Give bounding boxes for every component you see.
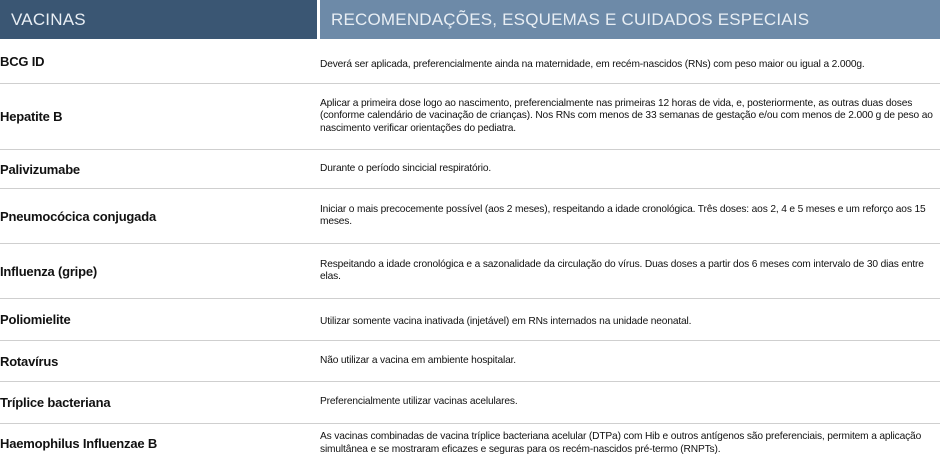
table-row [0, 39, 940, 84]
vaccine-description: Durante o período sincicial respiratório. [320, 162, 492, 174]
table-row [0, 244, 940, 299]
vaccine-description: Deverá ser aplicada, preferencialmente ainda na maternidade, em recém-nascidos (RNs) com peso maior ou igual a 2.000g. [320, 58, 865, 70]
vaccine-description: Preferencialmente utilizar vacinas acelulares. [320, 396, 518, 408]
header-vacinas: VACINAS [0, 0, 317, 39]
vaccine-description: Aplicar a primeira dose logo ao nascimento, preferencialmente nas primeiras 12 horas de vida, e, posteriormente, as outras duas doses (conforme calendário de vacinação de crianças). Nos RNs com menos de 33 semanas de gestação e/ou com menos de 2.000 g de peso ao nascimento verificar orientações do pediatra. [320, 97, 933, 134]
vaccine-name: Rotavírus [0, 353, 59, 369]
vaccine-description: Não utilizar a vacina em ambiente hospitalar. [320, 354, 516, 366]
table-row [0, 424, 940, 463]
table-row [0, 84, 940, 150]
table-row [0, 299, 940, 341]
vaccine-name: BCG ID [0, 54, 45, 69]
vaccine-description: As vacinas combinadas de vacina tríplice bacteriana acelular (DTPa) com Hib e outros antígenos são preferenciais, permitem a aplicação simultânea e se mostraram eficazes e seguras para os recém-nascidos pré-termo (RNPTs). [320, 431, 922, 455]
vaccine-description: Respeitando a idade cronológica e a sazonalidade da circulação do vírus. Duas doses a partir dos 6 meses com intervalo de 30 dias entre elas. [320, 258, 924, 282]
table-row [0, 150, 940, 189]
header-recomendacoes: RECOMENDAÇÕES, ESQUEMAS E CUIDADOS ESPECIAIS [320, 0, 940, 39]
vaccine-description: Utilizar somente vacina inativada (injetável) em RNs internados na unidade neonatal. [320, 316, 692, 328]
vaccine-name: Hepatite B [0, 109, 63, 124]
table-row [0, 341, 940, 382]
vaccine-name: Influenza (gripe) [0, 263, 97, 279]
table-row [0, 382, 940, 424]
vaccine-name: Tríplice bacteriana [0, 395, 111, 410]
vaccine-name: Pneumocócica conjugada [0, 208, 156, 224]
vaccine-name: Haemophilus Influenzae B [0, 436, 158, 451]
vaccine-description: Iniciar o mais precocemente possível (aos 2 meses), respeitando a idade cronológica. Três doses: aos 2, 4 e 5 meses e um reforço aos 15 meses. [320, 203, 926, 227]
table-header [0, 0, 940, 39]
vaccine-name: Poliomielite [0, 312, 71, 327]
vaccine-name: Palivizumabe [0, 161, 80, 177]
table-row [0, 189, 940, 244]
